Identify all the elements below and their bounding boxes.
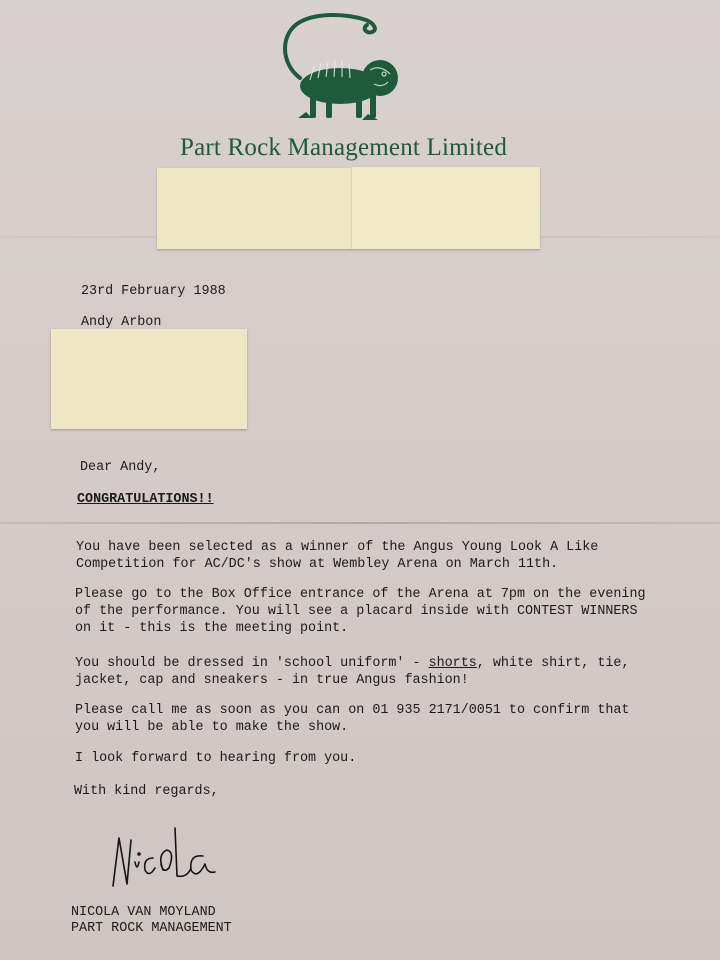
redaction-note: [51, 329, 247, 429]
paragraph-line: I look forward to hearing from you.: [75, 751, 357, 766]
letter-date: 23rd February 1988: [81, 284, 226, 299]
paragraph-5: [75, 750, 356, 767]
closing: With kind regards,: [74, 784, 219, 799]
headline: CONGRATULATIONS!!: [77, 492, 214, 507]
line-text: , white shirt, tie,: [476, 656, 630, 671]
line-text: You should be dressed in 'school uniform' -: [75, 656, 429, 671]
paragraph-line: You have been selected as a winner of the Angus Young Look A Like: [76, 540, 599, 555]
redaction-note: [157, 168, 352, 249]
paragraph-3: [75, 655, 629, 689]
paragraph-line: Competition for AC/DC's show at Wembley Arena on March 11th.: [76, 557, 559, 572]
lion-crest-icon: [270, 8, 420, 128]
recipient-name: Andy Arbon: [81, 315, 162, 330]
paragraph-1: [76, 539, 598, 573]
paragraph-4: [75, 702, 629, 736]
paragraph-line: jacket, cap and sneakers - in true Angus fashion!: [75, 673, 469, 688]
company-name: Part Rock Management Limited: [180, 134, 508, 161]
fold-crease: [0, 522, 720, 524]
paragraph-line: [75, 655, 629, 672]
redaction-note: [352, 167, 540, 249]
salutation: Dear Andy,: [80, 460, 161, 475]
emphasis-text: shorts: [428, 656, 477, 671]
paragraph-line: Please call me as soon as you can on 01 935 2171/0051 to confirm that: [75, 703, 630, 718]
signatory-name: NICOLA VAN MOYLAND: [71, 905, 216, 920]
paragraph-line: you will be able to make the show.: [75, 720, 349, 735]
paragraph-line: Please go to the Box Office entrance of the Arena at 7pm on the evening: [75, 587, 646, 602]
signature-icon: [105, 818, 235, 898]
paragraph-2: [75, 586, 646, 637]
signatory-company: PART ROCK MANAGEMENT: [71, 921, 232, 936]
paragraph-line: of the performance. You will see a placard inside with CONTEST WINNERS: [75, 604, 638, 619]
paragraph-line: on it - this is the meeting point.: [75, 621, 349, 636]
